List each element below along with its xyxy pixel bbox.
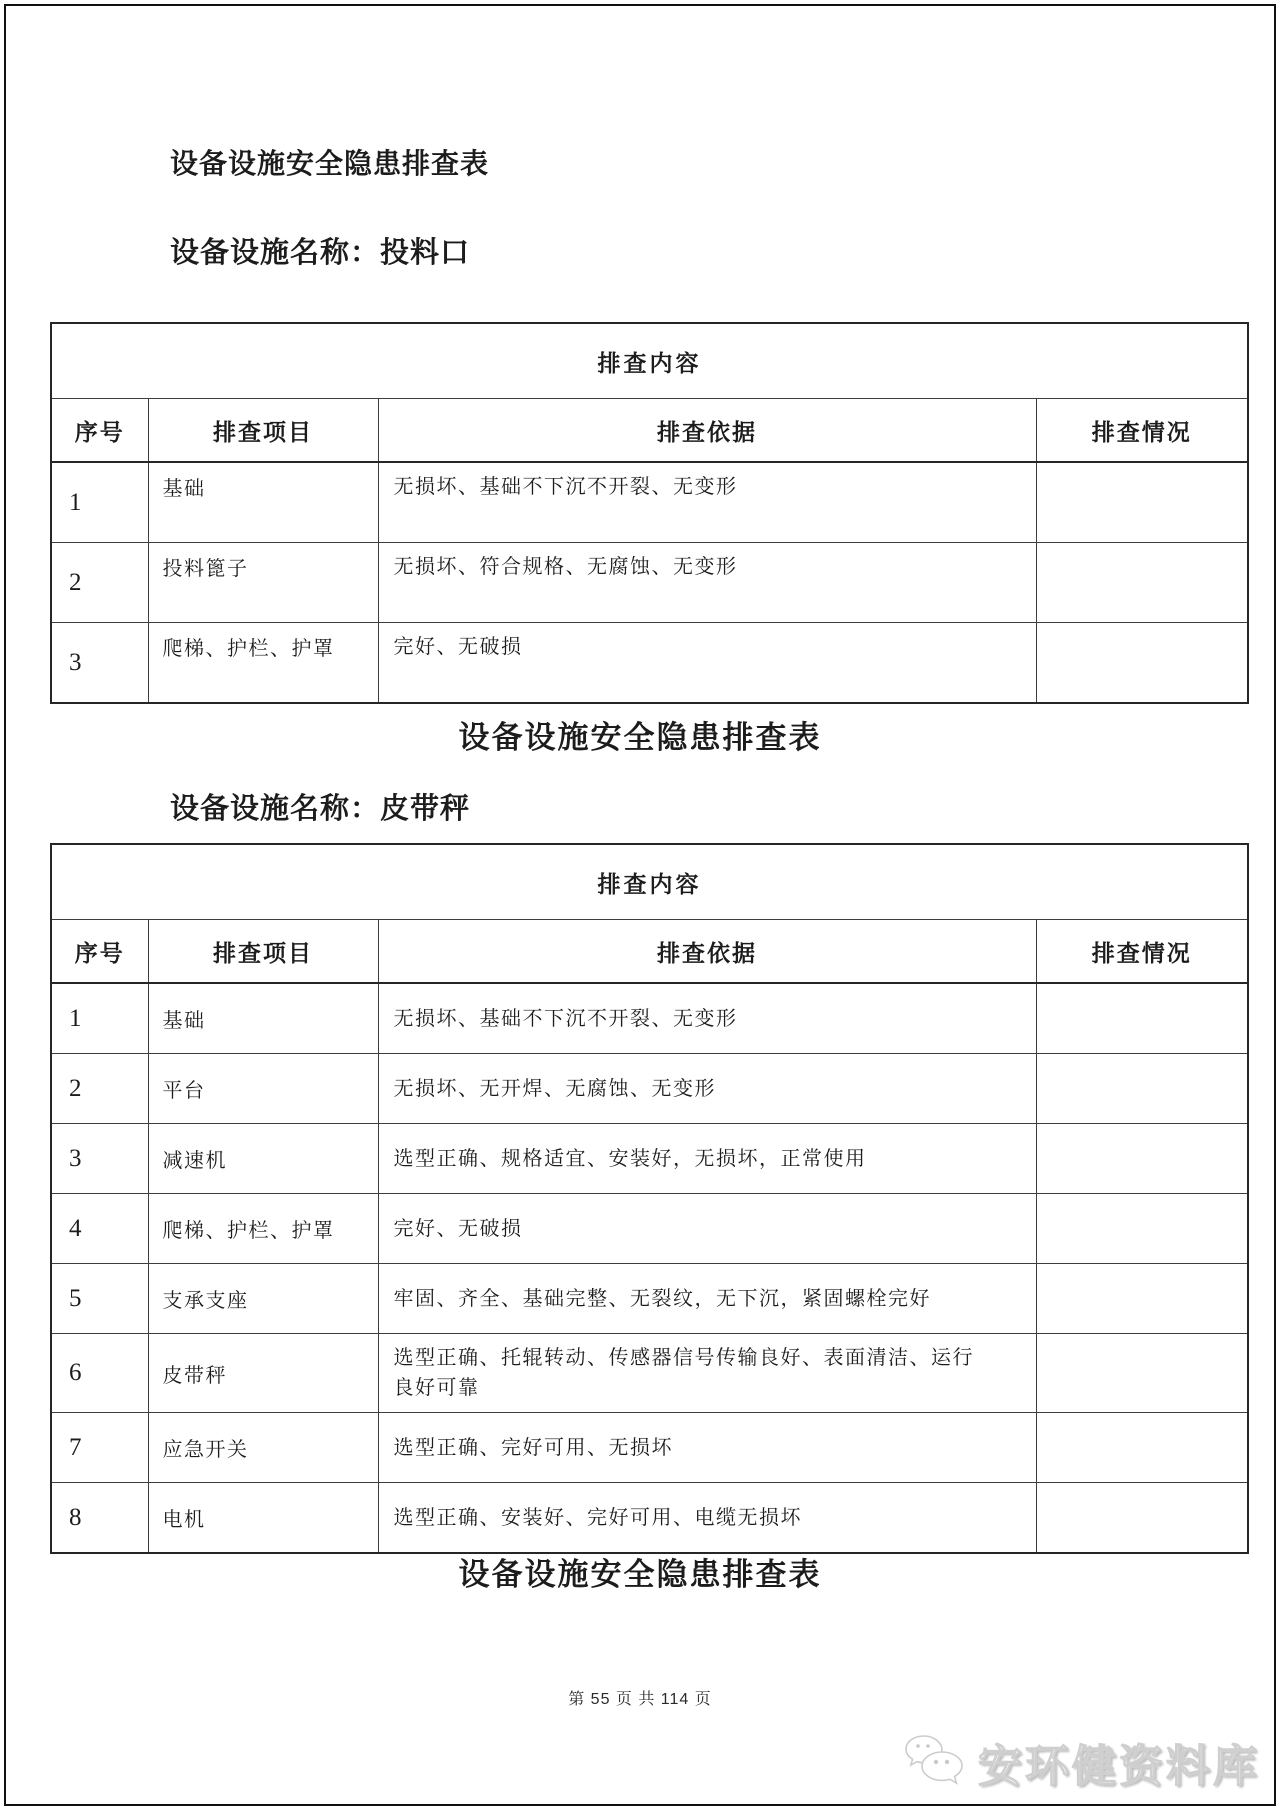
table-header-row: [51, 399, 1248, 463]
watermark: [894, 1730, 1260, 1794]
basis-cell: 无损坏、无开焊、无腐蚀、无变形: [378, 1054, 1036, 1124]
item-cell: 支承支座: [148, 1264, 378, 1334]
seq-cell: 8: [51, 1483, 148, 1554]
item-cell: 平台: [148, 1054, 378, 1124]
item-cell: 应急开关: [148, 1413, 378, 1483]
seq-cell: 7: [51, 1413, 148, 1483]
status-cell: [1036, 1194, 1248, 1264]
item-cell: 爬梯、护栏、护罩: [148, 623, 378, 704]
basis-cell: 无损坏、符合规格、无腐蚀、无变形: [378, 543, 1036, 623]
table-header-row: [51, 920, 1248, 984]
basis-cell: 选型正确、规格适宜、安装好，无损坏，正常使用: [378, 1124, 1036, 1194]
seq-cell: 3: [51, 1124, 148, 1194]
basis-cell: 选型正确、托辊转动、传感器信号传输良好、表面清洁、运行良好可靠: [378, 1334, 1036, 1413]
page-number: 第 55 页 共 114 页: [568, 1691, 712, 1708]
basis-cell: 无损坏、基础不下沉不开裂、无变形: [378, 462, 1036, 543]
basis-cell: 完好、无破损: [378, 1194, 1036, 1264]
status-cell: [1036, 1413, 1248, 1483]
inspection-table-1: [50, 322, 1249, 704]
table-row: [51, 1124, 1248, 1194]
column-header-status: 排查情况: [1036, 920, 1248, 984]
status-cell: [1036, 543, 1248, 623]
status-cell: [1036, 1124, 1248, 1194]
seq-cell: 1: [51, 983, 148, 1054]
table-row: [51, 623, 1248, 704]
seq-cell: 1: [51, 462, 148, 543]
table-row: [51, 1194, 1248, 1264]
table-row: [51, 1334, 1248, 1413]
basis-cell: 完好、无破损: [378, 623, 1036, 704]
table-row: [51, 1483, 1248, 1554]
section1-equipment-name: 设备设施名称：投料口: [170, 237, 471, 269]
status-cell: [1036, 1264, 1248, 1334]
table-row: [51, 1264, 1248, 1334]
basis-cell: 无损坏、基础不下沉不开裂、无变形: [378, 983, 1036, 1054]
column-header-status: 排查情况: [1036, 399, 1248, 463]
table-row: [51, 543, 1248, 623]
table-row: [51, 462, 1248, 543]
seq-cell: 3: [51, 623, 148, 704]
seq-cell: 5: [51, 1264, 148, 1334]
section3-title: 设备设施安全隐患排查表: [458, 1557, 822, 1592]
section2-title: 设备设施安全隐患排查表: [458, 720, 822, 755]
basis-cell: 牢固、齐全、基础完整、无裂纹，无下沉，紧固螺栓完好: [378, 1264, 1036, 1334]
column-header-basis: 排查依据: [378, 920, 1036, 984]
item-cell: 皮带秤: [148, 1334, 378, 1413]
table-caption-row: [51, 844, 1248, 920]
table-row: [51, 983, 1248, 1054]
seq-cell: 2: [51, 1054, 148, 1124]
item-cell: 电机: [148, 1483, 378, 1554]
table-caption-row: [51, 323, 1248, 399]
basis-cell: 选型正确、安装好、完好可用、电缆无损坏: [378, 1483, 1036, 1554]
status-cell: [1036, 1054, 1248, 1124]
status-cell: [1036, 462, 1248, 543]
table-row: [51, 1054, 1248, 1124]
table-caption: 排查内容: [51, 323, 1248, 399]
seq-cell: 4: [51, 1194, 148, 1264]
seq-cell: 2: [51, 543, 148, 623]
basis-cell: 选型正确、完好可用、无损坏: [378, 1413, 1036, 1483]
column-header-basis: 排查依据: [378, 399, 1036, 463]
column-header-item: 排查项目: [148, 920, 378, 984]
item-cell: 爬梯、护栏、护罩: [148, 1194, 378, 1264]
item-cell: 基础: [148, 462, 378, 543]
status-cell: [1036, 623, 1248, 704]
chat-bubbles-icon: [894, 1730, 968, 1794]
section1-title: 设备设施安全隐患排查表: [170, 149, 490, 180]
item-cell: 减速机: [148, 1124, 378, 1194]
inspection-table-2: [50, 843, 1249, 1554]
column-header-item: 排查项目: [148, 399, 378, 463]
item-cell: 基础: [148, 983, 378, 1054]
status-cell: [1036, 1334, 1248, 1413]
section2-equipment-name: 设备设施名称：皮带秤: [170, 793, 471, 825]
status-cell: [1036, 1483, 1248, 1554]
seq-cell: 6: [51, 1334, 148, 1413]
column-header-seq: 序号: [51, 920, 148, 984]
table-row: [51, 1413, 1248, 1483]
watermark-label: 安环健资料库: [978, 1742, 1260, 1791]
status-cell: [1036, 983, 1248, 1054]
table-caption: 排查内容: [51, 844, 1248, 920]
column-header-seq: 序号: [51, 399, 148, 463]
item-cell: 投料篦子: [148, 543, 378, 623]
